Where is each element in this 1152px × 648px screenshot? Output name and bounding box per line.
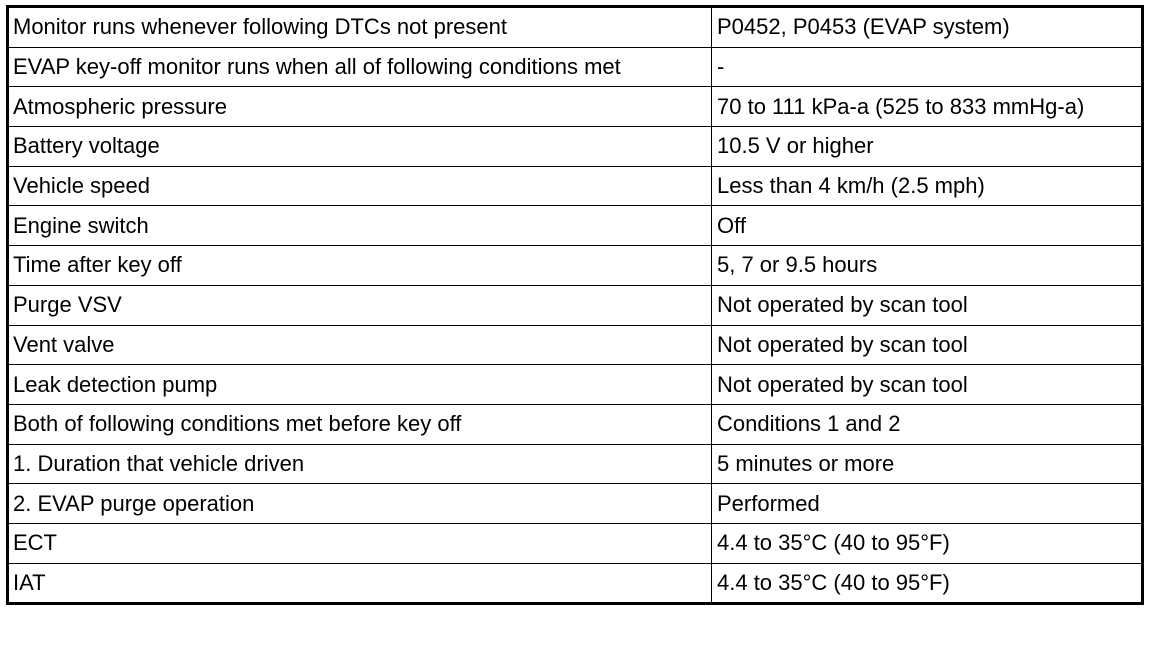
value-cell: Conditions 1 and 2 [712,404,1143,444]
condition-cell: Vent valve [8,325,712,365]
condition-cell: Leak detection pump [8,365,712,405]
condition-cell: IAT [8,563,712,604]
value-cell: 5 minutes or more [712,444,1143,484]
value-cell: Off [712,206,1143,246]
value-cell: P0452, P0453 (EVAP system) [712,7,1143,48]
condition-cell: Both of following conditions met before key off [8,404,712,444]
value-cell: 4.4 to 35°C (40 to 95°F) [712,563,1143,604]
table-row [8,404,1143,444]
table-row [8,127,1143,167]
table-row [8,444,1143,484]
table-row [8,166,1143,206]
value-cell: Not operated by scan tool [712,365,1143,405]
table-row [8,47,1143,87]
value-cell: 5, 7 or 9.5 hours [712,246,1143,286]
condition-cell: Purge VSV [8,285,712,325]
table-row [8,285,1143,325]
table-row [8,246,1143,286]
value-cell: Performed [712,484,1143,524]
value-cell: - [712,47,1143,87]
value-cell: Not operated by scan tool [712,285,1143,325]
condition-cell: 2. EVAP purge operation [8,484,712,524]
condition-cell: 1. Duration that vehicle driven [8,444,712,484]
condition-cell: ECT [8,523,712,563]
monitor-conditions-table [6,5,1144,605]
value-cell: 70 to 111 kPa-a (525 to 833 mmHg-a) [712,87,1143,127]
table-row [8,325,1143,365]
table-row [8,484,1143,524]
condition-cell: Battery voltage [8,127,712,167]
condition-cell: Time after key off [8,246,712,286]
condition-cell: Engine switch [8,206,712,246]
table-row [8,7,1143,48]
table-row [8,87,1143,127]
table-row [8,563,1143,604]
table-row [8,523,1143,563]
condition-cell: Atmospheric pressure [8,87,712,127]
table-row [8,206,1143,246]
value-cell: Not operated by scan tool [712,325,1143,365]
condition-cell: EVAP key-off monitor runs when all of following conditions met [8,47,712,87]
condition-cell: Monitor runs whenever following DTCs not present [8,7,712,48]
value-cell: 4.4 to 35°C (40 to 95°F) [712,523,1143,563]
table-body [8,7,1143,604]
value-cell: Less than 4 km/h (2.5 mph) [712,166,1143,206]
value-cell: 10.5 V or higher [712,127,1143,167]
condition-cell: Vehicle speed [8,166,712,206]
table-row [8,365,1143,405]
